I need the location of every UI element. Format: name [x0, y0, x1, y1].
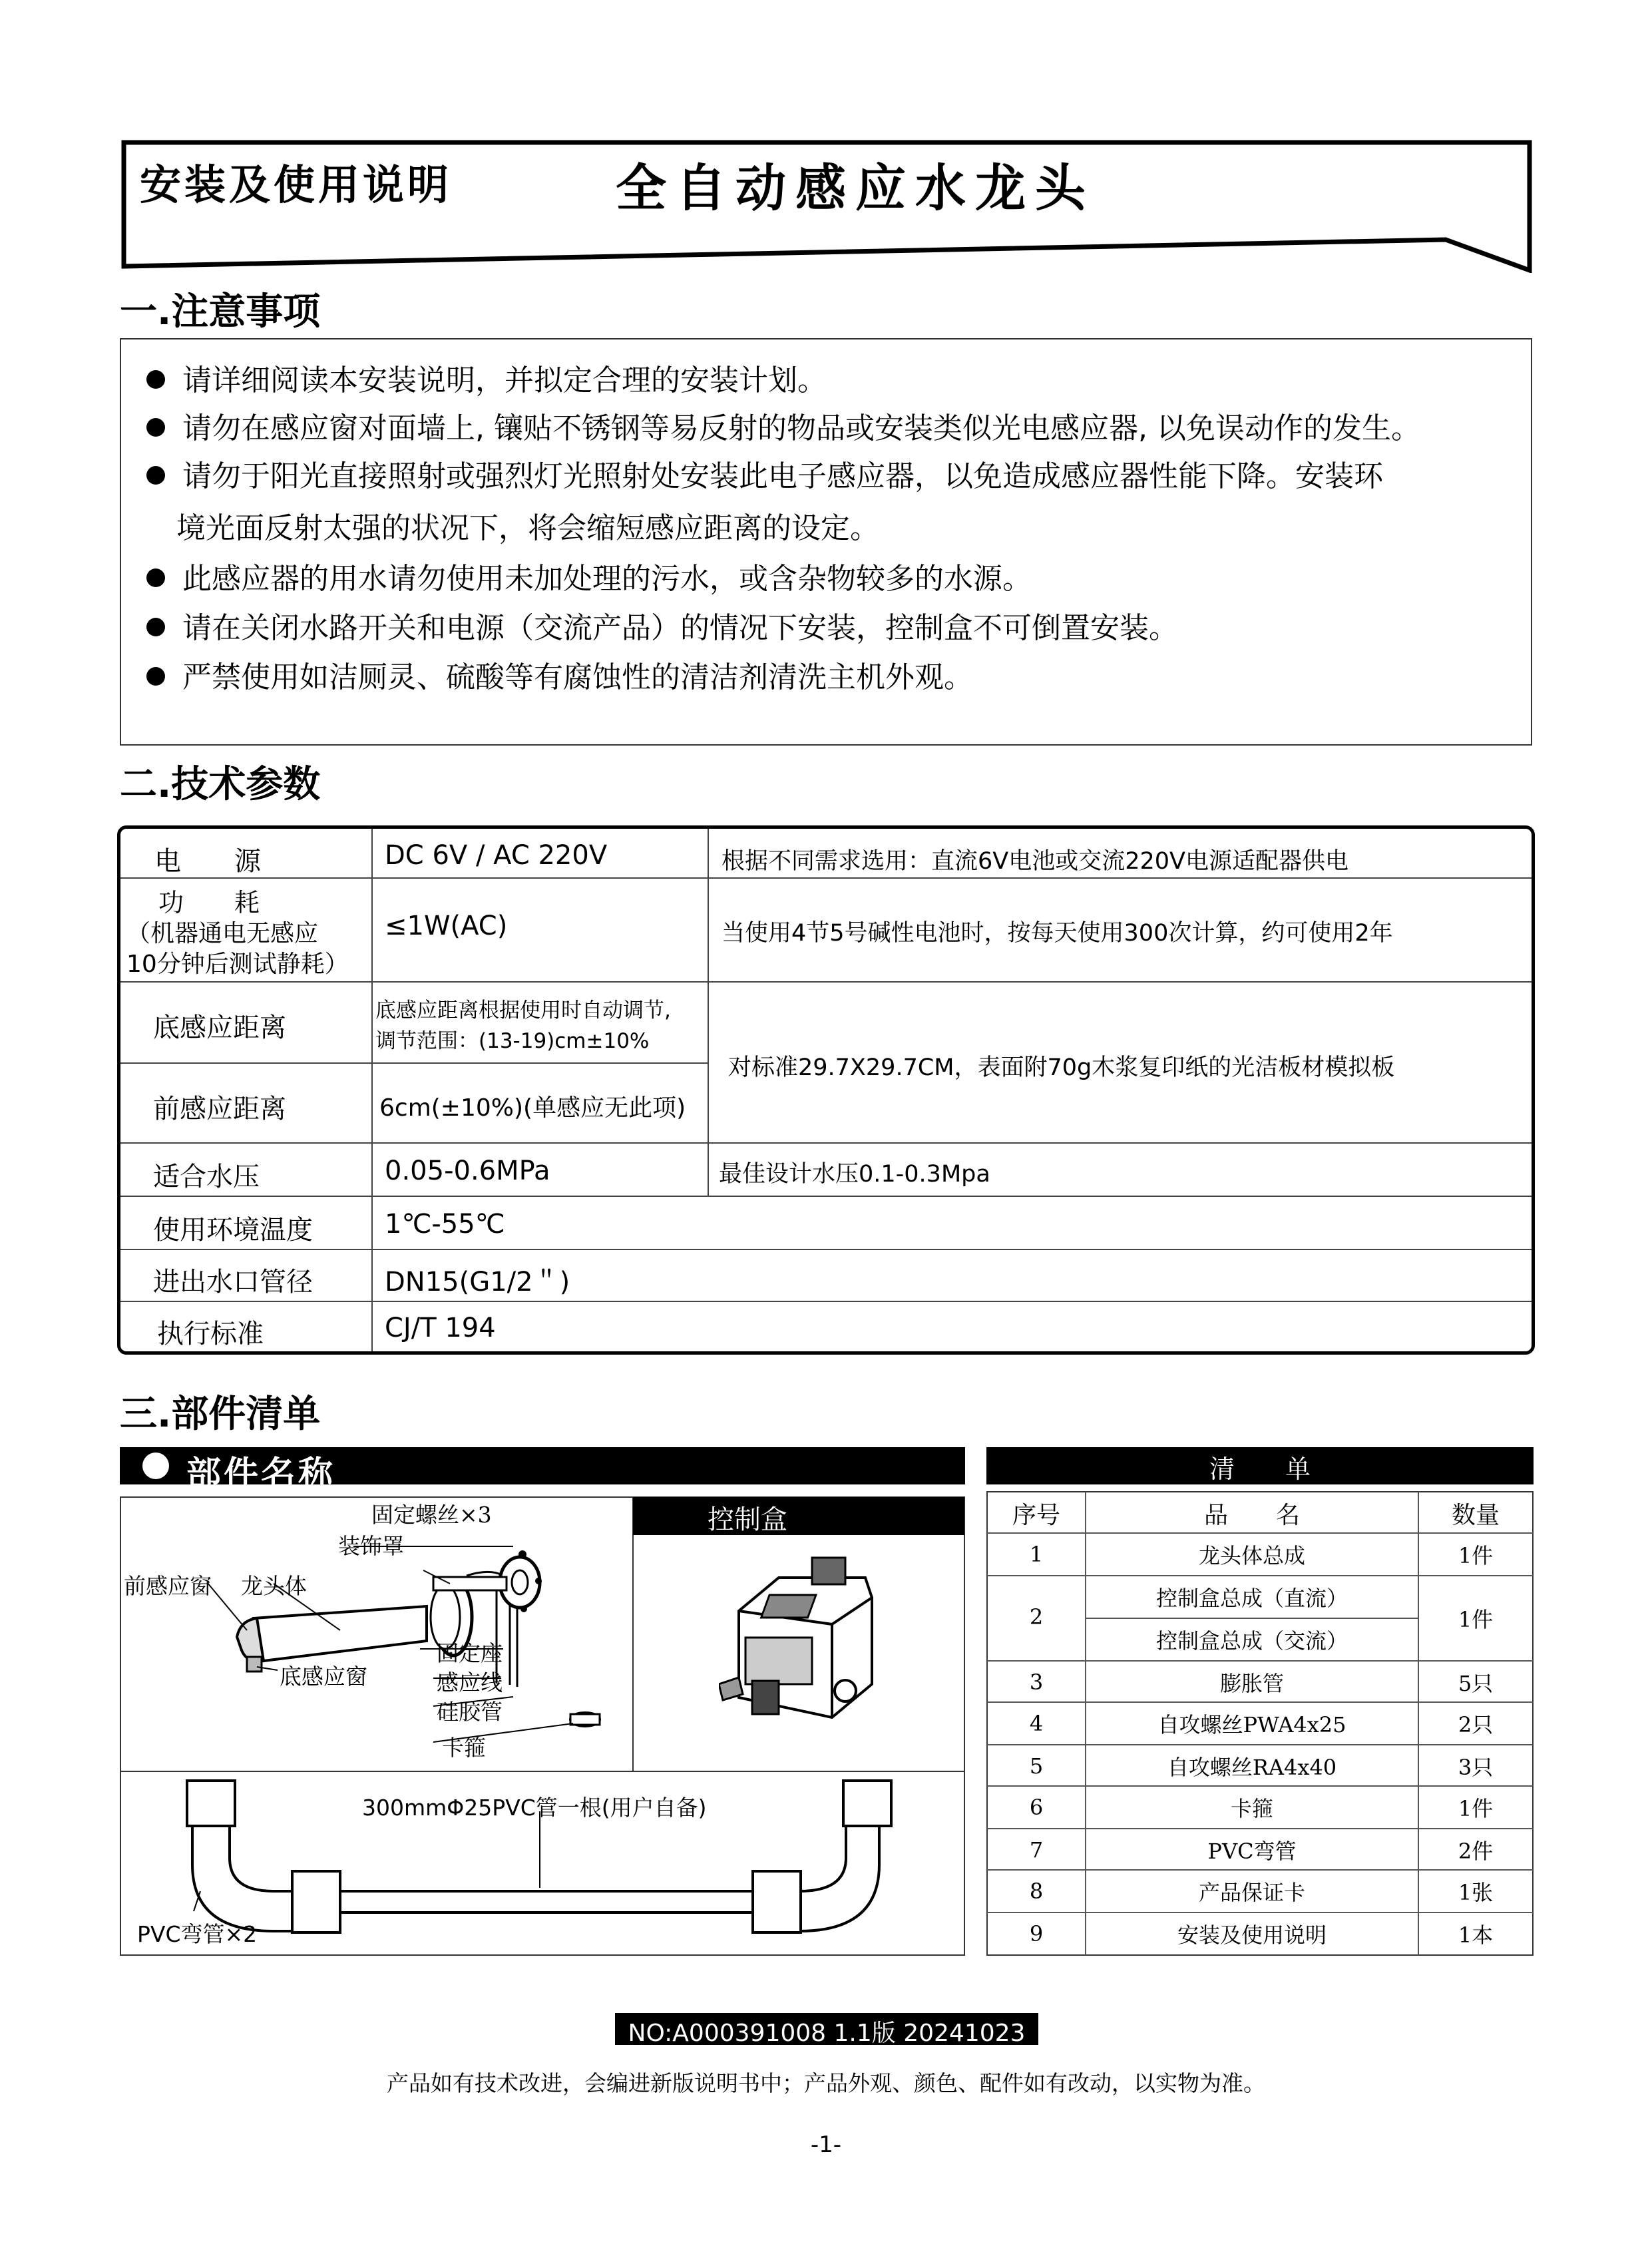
callout-bottom-window: 底感应窗: [280, 1664, 367, 1689]
bullet-icon: [146, 418, 165, 437]
list-row-qty: 2件: [1458, 1839, 1494, 1864]
callout-hose: 硅胶管: [437, 1699, 503, 1725]
list-row-qty: 1件: [1458, 1607, 1494, 1632]
param-note: 最佳设计水压0.1-0.3Mpa: [719, 1161, 990, 1188]
parts-section-title: 三.部件清单: [120, 1393, 321, 1436]
tech-section-title: 二.技术参数: [120, 763, 321, 806]
list-row-name: 卡箍: [1230, 1796, 1273, 1821]
parts-panel-header: 部件名称: [120, 1447, 965, 1484]
param-label: 进出水口管径: [153, 1267, 313, 1297]
callout-body: 龙头体: [241, 1573, 307, 1599]
list-row-qty: 5只: [1458, 1671, 1494, 1696]
note-item: 请在关闭水路开关和电源（交流产品）的情况下安装，控制盒不可倒置安装。: [146, 604, 1178, 652]
document-type-title: 安装及使用说明: [140, 160, 453, 209]
list-row-name: 龙头体总成: [1198, 1543, 1305, 1568]
list-row-no: 6: [1029, 1795, 1044, 1820]
callout-screws: 固定螺丝×3: [371, 1502, 492, 1528]
param-label: 适合水压: [153, 1162, 260, 1192]
param-label: 使用环境温度: [153, 1215, 313, 1245]
list-row-no: 2: [1029, 1604, 1044, 1630]
list-row-no: 8: [1029, 1879, 1044, 1904]
param-note: 对标准29.7X29.7CM，表面附70g木浆复印纸的光洁板材模拟板: [728, 1054, 1395, 1081]
list-row-name: 自攻螺丝RA4x40: [1167, 1755, 1337, 1780]
list-row-qty: 1件: [1458, 1796, 1494, 1821]
param-value: 底感应距离根据使用时自动调节,: [375, 999, 671, 1022]
control-box-illustration: [719, 1551, 892, 1737]
param-value: CJ/T 194: [385, 1313, 496, 1343]
param-label: 执行标准: [157, 1319, 264, 1349]
control-box-header: 控制盒: [633, 1497, 964, 1535]
list-row-name: 膨胀管: [1219, 1671, 1284, 1696]
param-value: DC 6V / AC 220V: [385, 840, 608, 871]
param-label: 电 源: [154, 846, 261, 877]
bullet-icon: [146, 466, 165, 485]
product-name-title: 全自动感应水龙头: [616, 158, 1095, 218]
list-header-name: 品 名: [1203, 1502, 1300, 1529]
list-row-no: 7: [1029, 1837, 1044, 1863]
list-row-name: 产品保证卡: [1198, 1880, 1305, 1905]
list-row-name: 安装及使用说明: [1177, 1922, 1327, 1948]
param-note: 根据不同需求选用：直流6V电池或交流220V电源适配器供电: [722, 848, 1348, 875]
callout-pvc-pipe: 300mmΦ25PVC管一根(用户自备): [362, 1795, 707, 1821]
list-row-qty: 1本: [1458, 1922, 1494, 1948]
callout-front-window: 前感应窗: [124, 1573, 212, 1599]
note-item: 严禁使用如洁厕灵、硫酸等有腐蚀性的清洁剂清洗主机外观。: [146, 654, 973, 702]
note-item: 此感应器的用水请勿使用未加处理的污水，或含杂物较多的水源。: [146, 555, 1032, 603]
bullet-icon: [146, 568, 165, 587]
param-value: 1℃-55℃: [385, 1209, 505, 1239]
page-number: -1-: [810, 2131, 842, 2158]
callout-sensor-wire: 感应线: [437, 1670, 503, 1695]
param-label-sub: 10分钟后测试静耗）: [126, 951, 349, 978]
note-item: 请勿在感应窗对面墙上, 镶贴不锈钢等易反射的物品或安装类似光电感应器, 以免误动作的发生。: [146, 405, 1420, 453]
list-row-qty: 3只: [1458, 1755, 1494, 1780]
note-item: 请详细阅读本安装说明，并拟定合理的安装计划。: [146, 357, 827, 405]
param-label-sub: （机器通电无感应: [126, 920, 319, 947]
list-row-no: 1: [1029, 1542, 1044, 1567]
param-value: DN15(G1/2＂): [385, 1267, 570, 1297]
param-note: 当使用4节5号碱性电池时，按每天使用300次计算，约可使用2年: [722, 920, 1393, 947]
param-label: 功 耗: [158, 888, 260, 917]
list-row-name: PVC弯管: [1207, 1839, 1297, 1864]
tech-table: [117, 825, 1535, 1355]
list-row-no: 9: [1029, 1921, 1044, 1946]
notes-section-title: 一.注意事项: [120, 290, 321, 334]
callout-clamp: 卡箍: [442, 1735, 486, 1761]
bullet-icon: [142, 1453, 169, 1479]
note-item: 请勿于阳光直接照射或强烈灯光照射处安装此电子感应器，以免造成感应器性能下降。安装环: [146, 453, 1383, 501]
callout-pvc-elbow: PVC弯管×2: [137, 1921, 258, 1947]
list-row-name: 控制盒总成（直流）: [1155, 1586, 1348, 1611]
bullet-icon: [146, 370, 165, 389]
param-label: 前感应距离: [153, 1094, 286, 1124]
param-label: 底感应距离: [153, 1012, 286, 1043]
bullet-icon: [146, 618, 165, 636]
list-row-no: 5: [1029, 1753, 1044, 1779]
list-row-name: 自攻螺丝PWA4x25: [1157, 1712, 1346, 1737]
note-item-continued: 境光面反射太强的状况下，将会缩短感应距离的设定。: [176, 511, 879, 545]
parts-list-header: 清 单: [986, 1447, 1534, 1484]
callout-base: 固定座: [437, 1640, 503, 1666]
param-value: 6cm(±10%)(单感应无此项): [379, 1094, 686, 1122]
list-row-qty: 2只: [1458, 1712, 1494, 1737]
param-value: ≤1W(AC): [385, 911, 508, 941]
list-header-no: 序号: [1012, 1502, 1060, 1529]
bullet-icon: [146, 667, 165, 686]
param-value: 0.05-0.6MPa: [385, 1156, 550, 1186]
param-value: 调节范围：(13-19)cm±10%: [375, 1029, 650, 1053]
list-row-qty: 1张: [1458, 1880, 1494, 1905]
list-row-qty: 1件: [1458, 1543, 1494, 1568]
list-header-qty: 数量: [1451, 1502, 1500, 1529]
callout-cover: 装饰罩: [338, 1533, 404, 1559]
document-number-badge: NO:A000391008 1.1版 20241023: [615, 2013, 1038, 2045]
list-row-name: 控制盒总成（交流）: [1155, 1628, 1348, 1654]
list-row-no: 3: [1029, 1670, 1044, 1695]
footer-disclaimer: 产品如有技术改进，会编进新版说明书中；产品外观、颜色、配件如有改动，以实物为准。: [387, 2070, 1265, 2096]
list-row-no: 4: [1029, 1711, 1044, 1736]
